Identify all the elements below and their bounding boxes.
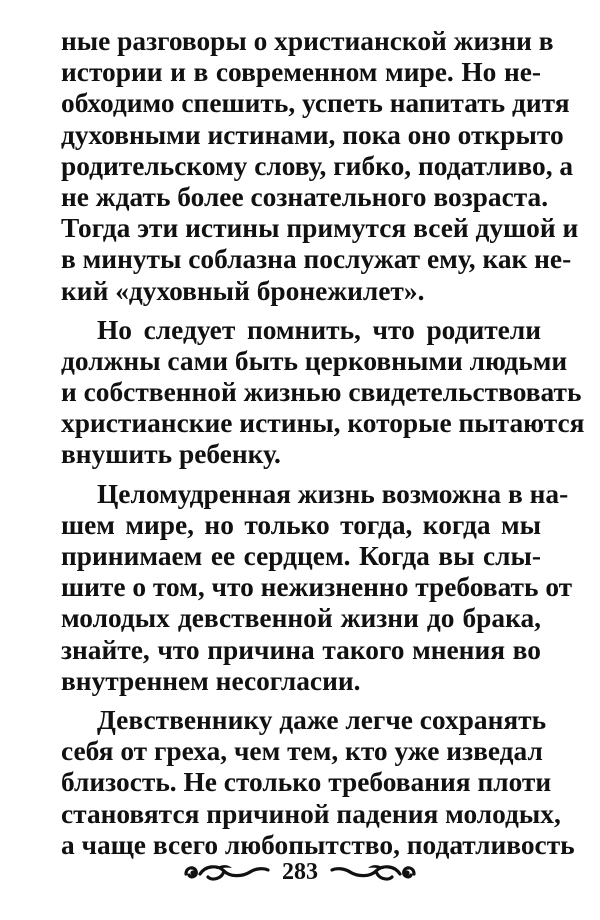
text-line: а чаще всего любопытство, податливость [61,829,575,860]
text-line: духовными истинами, пока оно открыто [61,119,564,150]
paragraph [61,478,573,697]
text-line: принимаем ее сердцем. Когда вы слы- [61,541,541,571]
text-line: себя от греха, чем тем, кто уже изведал [61,736,543,767]
text-line: шем мире, но только тогда, когда мы [61,509,541,540]
text-line: внутреннем несогласии. [61,665,361,696]
paragraph [61,704,575,861]
paragraph [61,314,585,471]
text-line: знайте, что причина такого мнения во [61,634,541,665]
text-line: близость. Не столько требования плоти [61,767,552,798]
text-line: ные разговоры о христианской жизни в [61,26,554,56]
text-line: и собственной жизнью свидетельствовать [61,377,582,408]
text-line: кий «духовный бронежилет». [61,275,425,306]
text-line: Тогда эти истины примутся всей душой и [61,213,579,244]
text-line: внушить ребенку. [61,439,281,470]
paragraph [61,26,579,307]
text-line: не ждать более сознательного возраста. [61,181,549,212]
text-line: родительскому слову, гибко, податливо, а [61,150,574,181]
text-line: Девственнику даже легче сохранять [97,704,547,735]
text-line: Целомудренная жизнь возможна в на- [97,478,569,509]
text-line: Но следует помнить, что родители [97,314,541,345]
body-text [61,26,585,869]
text-line: становятся причиной падения молодых, [61,798,561,829]
page-footer [0,852,600,892]
page-number: 283 [282,859,318,885]
text-line: шите о том, что нежизненно требовать от [61,572,573,603]
text-line: истории и в современном мире. Но не- [61,57,541,88]
text-line: обходимо спешить, успеть напитать дитя [61,88,570,119]
text-line: должны сами быть церковными людьми [61,345,568,376]
text-line: христианские истины, которые пытаются [61,408,585,439]
scroll-ornament-right-icon [328,857,420,887]
text-line: в минуты соблазна послужат ему, как не- [61,244,572,275]
text-line: молодых девственной жизни до брака, [61,603,541,634]
scroll-ornament-left-icon [180,857,272,887]
